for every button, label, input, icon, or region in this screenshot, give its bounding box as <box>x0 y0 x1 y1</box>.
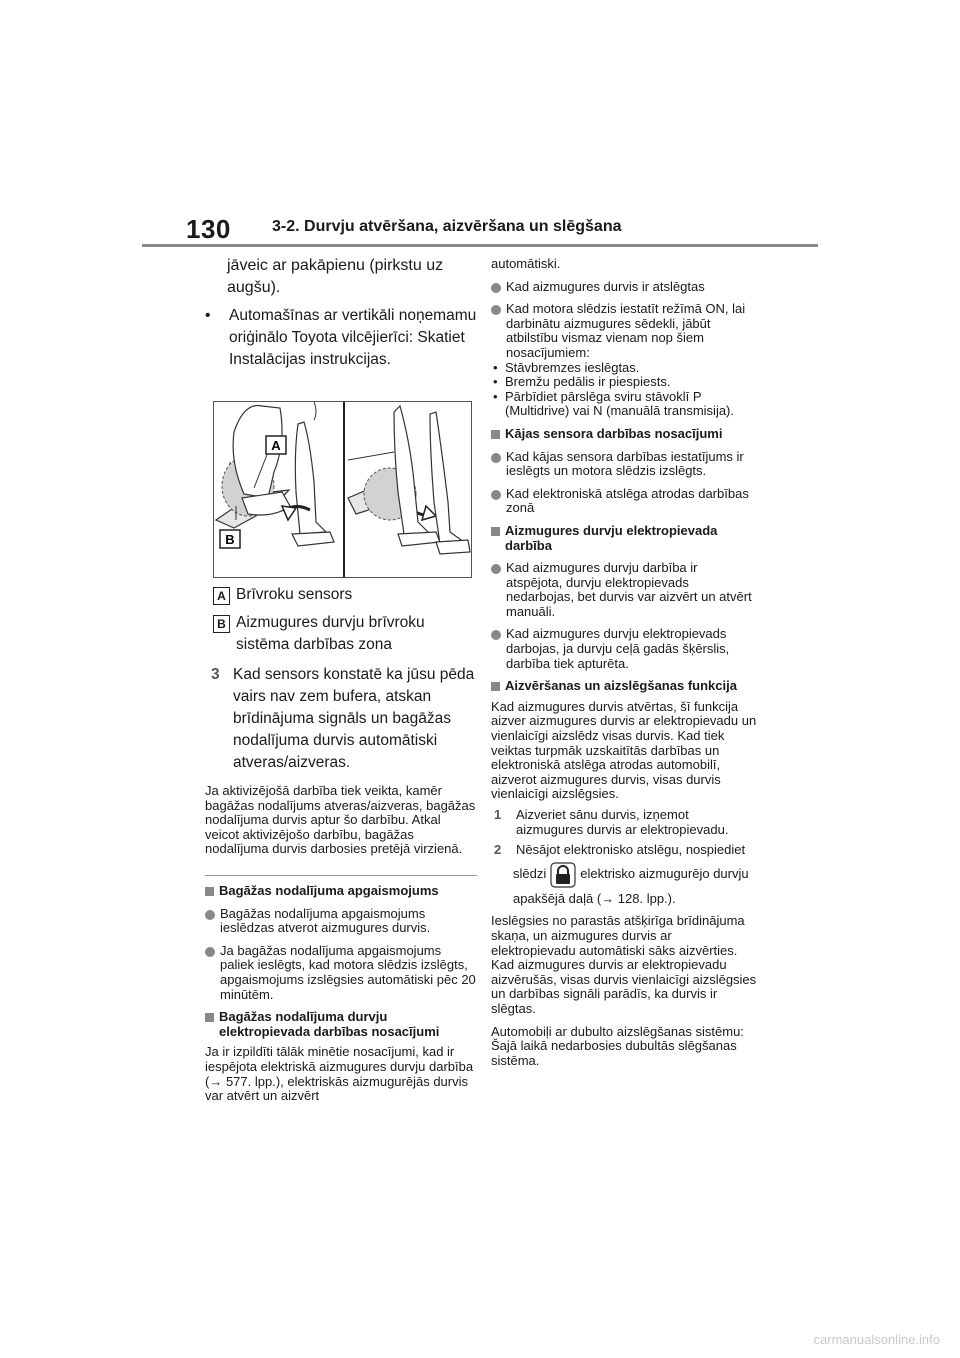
list-item-text: Kad aizmugures durvju elektropievads darbojas, ja durvju ceļā gadās šķērslis, darbība tiek apturēta. <box>506 626 730 671</box>
step-3 <box>205 664 477 774</box>
sub-bullet-text: Bremžu pedālis ir piespiests. <box>505 374 671 390</box>
step-text: Aizveriet sānu durvis, izņemot aizmugures durvis ar elektropievadu. <box>516 807 729 837</box>
heading-power-door-conditions <box>205 1010 477 1039</box>
power-door-paragraph: Ja ir izpildīti tālāk minētie nosacījumi, kad ir iespējota elektriskā aizmugures durvju darbība (→ 577. lpp.), elektriskās aizmugurējās durvis var atvērt un aizvērt <box>205 1044 474 1104</box>
heading-power-door-operation <box>491 524 757 553</box>
dot-marker <box>491 453 501 463</box>
section-divider <box>205 875 477 876</box>
square-marker <box>205 887 214 896</box>
list-item <box>491 302 757 360</box>
dot-marker <box>491 564 501 574</box>
list-item <box>205 907 477 936</box>
dot-marker <box>491 305 501 315</box>
heading-trunk-light <box>205 884 477 899</box>
dot-marker <box>205 947 215 957</box>
sub-bullet <box>491 390 757 419</box>
figure-label-a: A <box>271 438 281 453</box>
square-marker <box>491 430 500 439</box>
foot-sensor-illustration <box>213 401 472 578</box>
watermark: carmanualsonline.info <box>813 1332 940 1347</box>
list-item-text: Kad kājas sensora darbības iestatījums ir ieslēgts un motora slēdzis izslēgts. <box>506 448 744 479</box>
figure-label-b: B <box>225 532 235 547</box>
continued-text: automātiski. <box>491 256 561 271</box>
step-number: 1 <box>494 807 502 822</box>
sub-bullet <box>491 361 757 376</box>
step-2-tail: apakšējā daļā (→ 128. lpp.). <box>513 890 676 906</box>
sub-bullet-text: Pārbīdiet pārslēga sviru stāvoklī P (Multidrive) vai N (manuālā transmisija). <box>505 388 734 419</box>
page-number: 130 <box>186 214 231 244</box>
numbered-step-2 <box>491 843 757 858</box>
heading-text: Aizmugures durvju elektropievada darbība <box>505 522 718 553</box>
list-item <box>205 944 477 1002</box>
warning-paragraph: Ieslēgsies no parastās atšķirīga brīdinājuma skaņa, un aizmugures durvis ar elektropievadu automātiski sāks aizvērties. Kad aizmugures durvis ar elektropievadu aizvērušās, visas durvis vienlaicīgi aizslēgsies un darbības signāli parādīs, ka durvis ir slēgtas. <box>491 913 757 1016</box>
step-text: Nēsājot elektronisko atslēgu, nospiediet <box>516 842 746 858</box>
step-number: 2 <box>494 842 502 858</box>
legend-item-b <box>205 612 477 656</box>
lock-row-after: elektrisko aizmugurējo durvju <box>580 866 749 882</box>
sub-bullet <box>491 375 757 390</box>
step-text: Kad sensors konstatē ka jūsu pēda vairs nav zem bufera, atskan brīdinājuma signāls un bagāžas nodalījuma durvis automātiski atveras/aizveras. <box>233 666 475 771</box>
list-item <box>491 450 757 479</box>
right-column <box>491 255 757 1068</box>
header-rule <box>142 244 818 247</box>
square-marker <box>491 682 500 691</box>
heading-text: Aizvēršanas un aizslēgšanas funkcija <box>505 678 737 694</box>
sub-bullet-text: Stāvbremzes ieslēgtas. <box>505 359 640 375</box>
list-item <box>491 627 757 671</box>
step-number: 3 <box>211 666 220 683</box>
list-item <box>491 561 757 619</box>
legend-letter-a: A <box>213 587 230 605</box>
illustration-svg <box>214 402 471 577</box>
legend-letter-b: B <box>213 615 230 633</box>
left-column <box>205 255 477 1104</box>
heading-text: Bagāžas nodalījuma durvju elektropievada darbības nosacījumi <box>219 1009 440 1039</box>
double-lock-paragraph: Automobiļi ar dubulto aizslēgšanas sistēmu: Šajā laikā nedarbosies dubultās slēgšanas sistēma. <box>491 1023 744 1068</box>
heading-close-lock <box>491 679 757 694</box>
dot-marker <box>491 630 501 640</box>
legend-text-b: Aizmugures durvju brīvroku sistēma darbības zona <box>236 614 425 653</box>
bullet-mark: • <box>493 359 498 375</box>
close-lock-paragraph: Kad aizmugures durvis atvērtas, šī funkcija aizver aizmugures durvis ar elektropievadu un vienlaicīgi aizslēdz visas durvis. Kad tiek veiktas turpmāk uzskaitītās darbības un elektroniskā atslēga atrodas automobilī, aizverot aizmugures durvis, visas durvis vienlaicīgi aizslēgsies. <box>491 698 757 802</box>
bullet-mark: • <box>205 307 211 324</box>
lock-switch-row <box>491 862 757 888</box>
dot-marker <box>205 910 215 920</box>
list-item-text: Kad elektroniskā atslēga atrodas darbības zonā <box>506 485 749 516</box>
bullet-text: Automašīnas ar vertikāli noņemamu oriģinālo Toyota vilcējierīci: Skatiet Instalācijas instrukcijas. <box>229 307 477 368</box>
heading-text: Kājas sensora darbības nosacījumi <box>505 425 723 441</box>
dot-marker <box>491 490 501 500</box>
list-item-text: Kad aizmugures durvis ir atslēgtas <box>506 278 705 294</box>
bullet-mark: • <box>493 374 498 390</box>
list-item <box>491 487 757 516</box>
info-paragraph: Ja aktivizējošā darbība tiek veikta, kamēr bagāžas nodalījums atveras/aizveras, bagāžas nodalījuma durvis aptur šo darbību. Atkal veicot aktivizējošo darbību, bagāžas nodalījuma durvis darbosies pretējā virzienā. <box>205 783 476 857</box>
bullet-mark: • <box>493 388 498 404</box>
list-item-text: Kad aizmugures durvju darbība ir atspējota, durvju elektropievads nedarbojas, bet durvis var aizvērt un atvērt manuāli. <box>506 560 752 619</box>
list-item-text: Bagāžas nodalījuma apgaismojums ieslēdzas atverot aizmugures durvis. <box>220 905 431 936</box>
dot-marker <box>491 283 501 293</box>
square-marker <box>205 1013 214 1022</box>
legend-item-a <box>205 584 477 606</box>
square-marker <box>491 527 500 536</box>
list-item <box>491 280 757 295</box>
section-title: 3-2. Durvju atvēršana, aizvēršana un slēgšana <box>272 218 622 235</box>
heading-foot-sensor <box>491 427 757 442</box>
bullet-item <box>205 305 477 371</box>
heading-text: Bagāžas nodalījuma apgaismojums <box>219 882 439 898</box>
list-item-text: Kad motora slēdzis iestatīt režīmā ON, lai darbinātu aizmugures sēdekli, jābūt atbilstību vismaz vienam nop šiem nosacījumiem: <box>506 301 746 360</box>
lock-row-before: slēdzi <box>513 866 547 882</box>
numbered-step-1 <box>491 808 757 837</box>
lock-icon <box>550 862 576 888</box>
continued-text: jāveic ar pakāpienu (pirkstu uz augšu). <box>227 257 444 296</box>
list-item-text: Ja bagāžas nodalījuma apgaismojums paliek ieslēgts, kad motora slēdzis izslēgts, apgaismojums izslēgsies automātiski pēc 20 minūtēm. <box>220 942 476 1002</box>
legend-text-a: Brīvroku sensors <box>236 586 353 603</box>
